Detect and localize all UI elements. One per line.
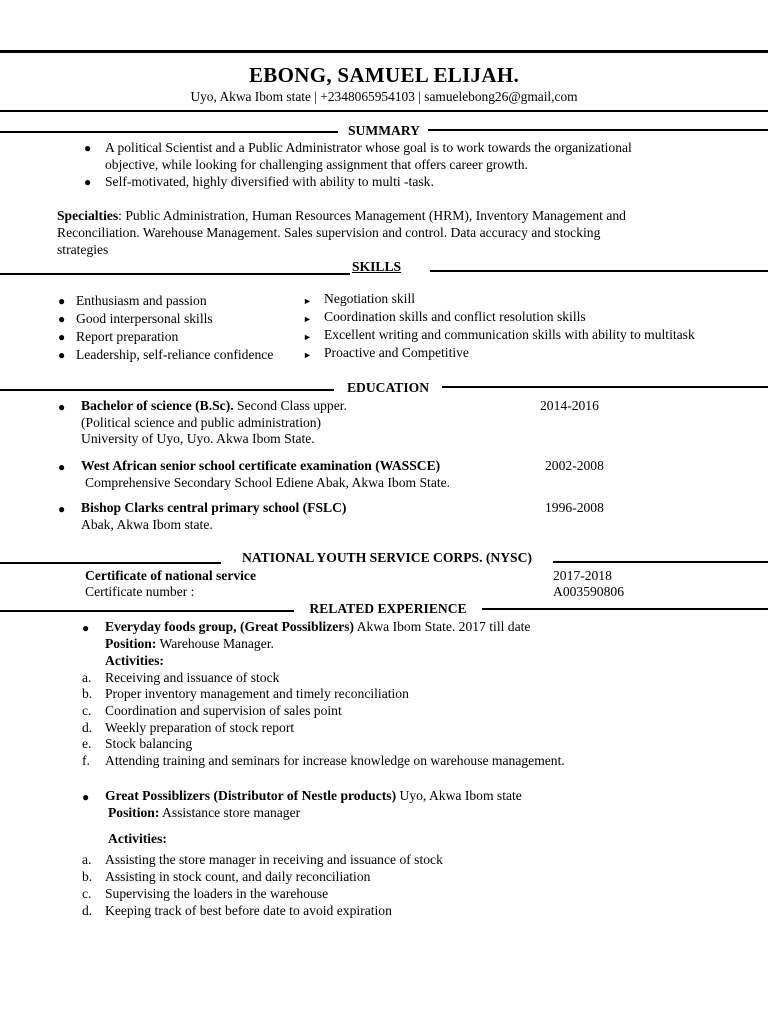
nysc-cert-label: Certificate of national service (85, 568, 256, 583)
specialties-line: Reconciliation. Warehouse Management. Sales supervision and control. Data accuracy and stocking (57, 225, 601, 240)
job-position-line (108, 804, 300, 821)
bullet-icon: ● (58, 348, 66, 362)
skill-item: Proactive and Competitive (324, 345, 469, 360)
nysc-rule-right (553, 561, 768, 563)
education-degree: Bishop Clarks central primary school (FSLC) (81, 500, 347, 515)
bullet-icon: ● (58, 294, 66, 308)
skill-item: Excellent writing and communication skills with ability to multitask (324, 327, 695, 342)
bullet-icon: ● (58, 502, 66, 516)
education-detail: University of Uyo, Uyo. Akwa Ibom State. (81, 431, 315, 446)
summary-rule-right (428, 129, 768, 131)
skill-item: Report preparation (76, 329, 179, 344)
skill-item: Good interpersonal skills (76, 311, 213, 326)
arrow-bullet-icon: ► (303, 350, 312, 360)
education-degree: West African senior school certificate examination (WASSCE) (81, 458, 441, 473)
specialties-text: : Public Administration, Human Resources Management (HRM), Inventory Management and (118, 208, 626, 223)
summary-heading: SUMMARY (347, 123, 420, 138)
experience-rule-right (482, 608, 768, 610)
bullet-icon: ● (58, 400, 66, 414)
skill-item: Coordination skills and conflict resolution skills (324, 309, 586, 324)
activity-item: Assisting in stock count, and daily reconciliation (105, 869, 371, 884)
bullet-icon: ● (58, 460, 66, 474)
activity-item: Attending training and seminars for increase knowledge on warehouse management. (105, 753, 565, 768)
bullet-icon: ● (82, 621, 90, 635)
nysc-heading: NATIONAL YOUTH SERVICE CORPS. (NYSC) (242, 550, 532, 565)
specialties-label: Specialties (57, 208, 119, 223)
nysc-rule-left (0, 562, 221, 564)
arrow-bullet-icon: ► (303, 332, 312, 342)
arrow-bullet-icon: ► (303, 296, 312, 306)
nysc-number-value: A003590806 (553, 584, 624, 599)
skills-rule-right (430, 270, 768, 272)
degree-title: Bachelor of science (B.Sc). (81, 398, 234, 413)
activity-letter: a. (82, 670, 92, 685)
activity-letter: f. (82, 753, 90, 768)
skill-item: Enthusiasm and passion (76, 293, 207, 308)
bullet-icon: ● (58, 330, 66, 344)
skills-heading: SKILLS (352, 259, 402, 274)
skills-rule-left (0, 273, 350, 275)
experience-heading: RELATED EXPERIENCE (309, 601, 467, 616)
job-title-line (105, 787, 522, 804)
bullet-icon: ● (84, 175, 92, 189)
education-detail: Abak, Akwa Ibom state. (81, 517, 213, 532)
activity-item: Assisting the store manager in receiving and issuance of stock (105, 852, 443, 867)
education-detail: Comprehensive Secondary School Ediene Abak, Akwa Ibom State. (85, 475, 451, 490)
experience-rule-left (0, 610, 294, 612)
education-rule-right (442, 386, 768, 388)
education-degree (81, 397, 347, 414)
activities-label: Activities: (105, 653, 164, 668)
specialties-line: strategies (57, 242, 109, 257)
job-location: Akwa Ibom State. 2017 till date (354, 619, 531, 634)
position-value: Warehouse Manager. (156, 636, 274, 651)
degree-grade: Second Class upper. (233, 398, 347, 413)
job-position-line (105, 635, 274, 652)
job-title-line (105, 618, 530, 635)
education-rule-left (0, 389, 334, 391)
nysc-number-label: Certificate number : (85, 584, 195, 599)
bullet-icon: ● (82, 790, 90, 804)
summary-bullet: Self-motivated, highly diversified with ability to multi -task. (105, 174, 434, 189)
bullet-icon: ● (58, 312, 66, 326)
job-location: Uyo, Akwa Ibom state (396, 788, 522, 803)
activity-item: Supervising the loaders in the warehouse (105, 886, 329, 901)
skill-item: Negotiation skill (324, 291, 415, 306)
activities-label: Activities: (108, 831, 167, 846)
job-company: Everyday foods group, (Great Possiblizers) (105, 619, 355, 634)
activity-letter: b. (82, 869, 93, 884)
activity-item: Stock balancing (105, 736, 193, 751)
activity-letter: c. (82, 886, 92, 901)
activity-item: Weekly preparation of stock report (105, 720, 295, 735)
activity-letter: b. (82, 686, 93, 701)
education-years: 1996-2008 (545, 500, 604, 515)
skill-item: Leadership, self-reliance confidence (76, 347, 274, 362)
activity-letter: d. (82, 903, 93, 918)
activity-item: Keeping track of best before date to avoid expiration (105, 903, 392, 918)
education-years: 2014-2016 (540, 398, 599, 413)
education-heading: EDUCATION (346, 380, 430, 395)
summary-rule-left (0, 131, 338, 133)
activity-item: Proper inventory management and timely reconciliation (105, 686, 409, 701)
job-company: Great Possiblizers (Distributor of Nestle products) (105, 788, 397, 803)
candidate-name: EBONG, SAMUEL ELIJAH. (248, 63, 520, 87)
position-value: Assistance store manager (159, 805, 301, 820)
activity-letter: d. (82, 720, 93, 735)
position-label: Position: (105, 636, 157, 651)
position-label: Position: (108, 805, 160, 820)
activity-letter: a. (82, 852, 92, 867)
summary-bullet-cont: objective, while looking for challenging assignment that offers career growth. (105, 157, 528, 172)
header-rule (0, 110, 768, 112)
activity-item: Receiving and issuance of stock (105, 670, 280, 685)
bullet-icon: ● (84, 141, 92, 155)
activity-letter: c. (82, 703, 92, 718)
contact-line: Uyo, Akwa Ibom state | +2348065954103 | samuelebong26@gmail,com (190, 89, 578, 104)
education-years: 2002-2008 (545, 458, 604, 473)
arrow-bullet-icon: ► (303, 314, 312, 324)
specialties-line (57, 207, 626, 224)
activity-letter: e. (82, 736, 92, 751)
summary-bullet: A political Scientist and a Public Administrator whose goal is to work towards the organizational (105, 140, 632, 155)
activity-item: Coordination and supervision of sales point (105, 703, 342, 718)
nysc-cert-years: 2017-2018 (553, 568, 612, 583)
education-detail: (Political science and public administration) (81, 415, 322, 430)
top-rule (0, 50, 768, 53)
